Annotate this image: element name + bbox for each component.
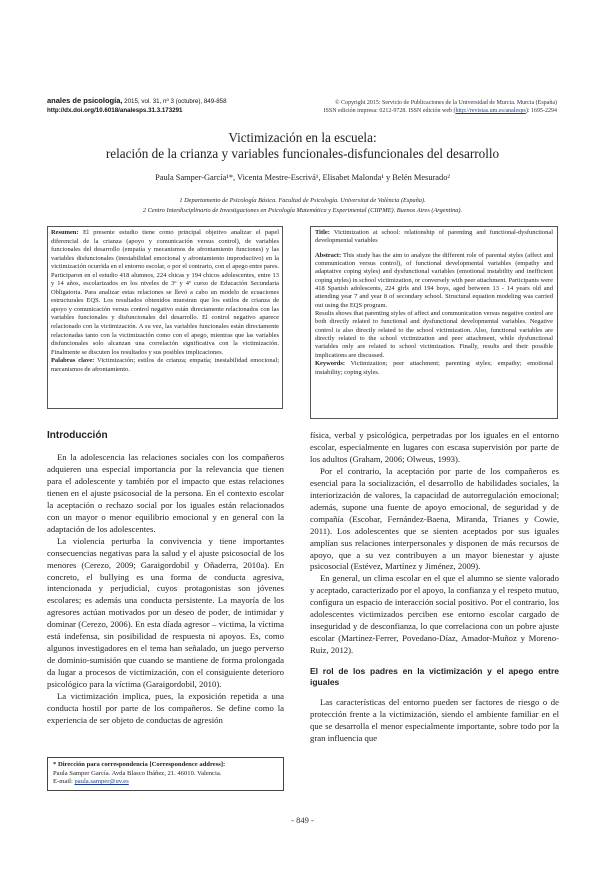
journal-header [47, 97, 227, 115]
title-en-label: Title: [315, 229, 330, 236]
correspondence-box [47, 757, 284, 791]
body-column-right [310, 430, 559, 745]
affiliation-1: 1 Departamento de Psicología Básica. Facultad de Psicología. Universitat de València (España). [179, 197, 426, 204]
abstract-text-2: Results shows that parenting styles of affect and communication versus negative control are both directly related to functional and dysfunctional developmental variables. Negative control is also directly related to the school victimization. Also, functional variables are directly related to the school victimization and peer attachment, while dysfunctional variables only are related to school victimization. Finally, results and their possible implications are discussed. [315, 310, 553, 359]
section-title-introduccion: Introducción [47, 430, 108, 441]
paragraph: La violencia perturba la convivencia y tiene importantes consecuencias negativas para la salud y el ajuste psicosocial de los menores (Cerezo, 2009; Garaigordobil y Oñaderra, 2010a). En concreto, el bullying es una forma de conducta agresiva, intencionada y perjudicial, cuyos protagonistas son jóvenes escolares; es además una conducta persistente. La mayoría de los agresores actúan motivados por un deseo de poder, de intimidar y dominar (Cerezo, 2006). En esta díada agresor – victima, la víctima está indefensa, sin posibilidad de respuesta ni apoyos. Es, como algunos investigadores en el tema han señalado, un juego perverso de dominio-sumisión que cuando se mantiene de forma prolongada da lugar a procesos de victimización, con el consiguiente deterioro psicológico para la víctima (Garaigordobil, 2010). [47, 535, 284, 690]
journal-url-link[interactable]: http://revistas.um.es/analesps [455, 108, 526, 114]
keywords-en-label: Keywords: [315, 360, 346, 368]
correspondence-email-line: E-mail: paula.samper@uv.es [53, 778, 129, 785]
title-line-1: Victimización en la escuela: [228, 130, 377, 145]
title-line-2: relación de la crianza y variables funcionales-disfuncionales del desarrollo [105, 146, 500, 161]
article-title [0, 130, 605, 162]
abstract-text: This study has the aim to analyze the different role of parental styles (affect and communication versus control), of functional developmental variables (empathy and adaptative coping styles) and dysfunctional variables (emotional instability and inefficient coping styles) in school victimization, or conversely with peer attachment. Participants were 418 Spanish adolescents, 224 girls and 194 boys, aged between 13 - 14 years old and attending year 7 and year 8 of secondary school. Structural equation modeling was carried out using the EQS program. [315, 251, 553, 309]
paragraph: Por el contrario, la aceptación por parte de los compañeros es esencial para la socialización, el desarrollo de habilidades sociales, la interiorización de valores, la capacidad de autorregulación emocional; además, supone una fuente de apoyo emocional, de seguridad y de compañía (Escobar, Fernández-Baena, Miranda, Trianes y Cowie, 2011). Los adolescentes que se sienten aceptados por sus iguales amplían sus relaciones interpersonales y disponen de más recursos de apoyo, que a su vez contribuyen a un mayor bienestar y ajuste psicosocial (Estévez, Martínez y Jiménez, 2009). [310, 465, 559, 572]
correspondence-label: * Dirección para correspondencia [Correspondence address]: [53, 761, 226, 768]
subsection-heading: El rol de los padres en la victimización y el apego entre iguales [310, 666, 559, 688]
affiliation-2: 2 Centro Interdisciplinario de Investigaciones en Psicología Matemática y Experimental (CIIPME). Buenos Aires (Argentina). [142, 206, 463, 214]
abstract-spanish [47, 226, 283, 409]
paragraph: En la adolescencia las relaciones sociales con los compañeros adquieren una especial importancia por la relevancia que tienen para el adolescente y también por el impacto que estas relaciones tienen en el ajuste psicosocial de la persona. En el contexto escolar la aceptación o rechazo social por los iguales están relacionados con un mayor o menor equilibrio emocional y en general con la adaptación de los adolescentes. [47, 452, 284, 534]
resumen-text: El presente estudio tiene como principal objetivo analizar el papel diferencial de la crianza (apoyo y comunicación versus control), de variables funcionales del desarrollo (empatía y mecanismos de afrontamiento funciones) y las variables disfuncionales (inestabilidad emocional y afrontamiento improductivo) en la victimización ocurrida en el entorno escolar, o por el contrario, con el apego entre pares. Participaron en el estudio 418 alumnos, 224 chicas y 194 chicos adolescentes, entre 13 y 14 años, escolarizados en los niveles de 3º y 4º curso de Educación Secundaria Obligatoria. Para analizar estas relaciones se llevó a cabo un modelo de ecuaciones estructurales EQS. Los resultados obtenidos muestran que los estilos de crianza de apoyo y comunicación versus control negativo están directamente relacionados con las variables funcionales y disfuncionales del desarrollo. El control negativo aparece relacionado con la victimización. A su vez, las variables funcionales están directamente relacionadas tanto con la victimización como con el apego, mientras que las variables disfuncionales solo alcanzan una correlación significativa con la victimización. Finalmente se discuten los resultados y sus posibles implicaciones. [51, 229, 279, 356]
resumen-label: Resumen: [51, 229, 79, 236]
correspondence-address: Paula Samper García. Avda Blasco Ibáñez, 21. 46010. Valencia. [53, 769, 222, 777]
email-link[interactable]: paula.samper@uv.es [74, 778, 129, 785]
paragraph: Las características del entorno pueden ser factores de riesgo o de protección frente a la victimización, siendo el ambiente familiar en el que se desarrolla el menor especialmente importante, sobre todo por la gran influencia que [310, 697, 559, 743]
abstract-label: Abstract: [315, 251, 342, 259]
copyright-text: © Copyright 2015: Servicio de Publicaciones de la Universidad de Murcia. Murcia (España) [335, 100, 557, 106]
issn-text: ISSN edición impresa: 0212-9728. ISSN edición web (http://revistas.um.es/analesps): 1695-2294 [323, 108, 557, 114]
keywords-en: Victimization; peer attachment; parenting styles; empathy; emotional instability; coping styles. [315, 360, 553, 376]
keywords-es-label: Palabras clave: [51, 357, 95, 365]
journal-name: anales de psicología, [47, 96, 123, 105]
author-list: Paula Samper-García¹*, Vicenta Mestre-Escrivá¹, Elisabet Malonda¹ y Belén Mesurado² [155, 173, 450, 182]
paragraph: La victimización implica, pues, la exposición repetida a una conducta hostil por parte de los compañeros. Se define como la experiencia de ser objeto de conductas de agresión [47, 691, 284, 725]
page-number: - 849 - [291, 815, 314, 825]
doi-link[interactable]: http://dx.doi.org/10.6018/analesps.31.3.173291 [47, 106, 183, 114]
body-column-left [47, 452, 284, 727]
title-en: Victimization at school: relationship of parenting and functional-dysfunctional developmental variables [315, 229, 553, 245]
copyright-header [277, 99, 557, 115]
paragraph: En general, un clima escolar en el que el alumno se siente valorado y aceptado, caracterizado por el apoyo, la confianza y el respeto mutuo, configura un espacio de interacción social positivo. Por el contrario, los adolescentes victimizados perciben ese entorno escolar cargado de inseguridad y de desconfianza, lo que correlaciona con un pobre ajuste escolar (Martínez-Ferrer, Povedano-Díaz, Amador-Muñoz y Moreno-Ruiz, 2012). [310, 573, 559, 656]
keywords-es: Victimización; estilos de crianza; empatía; inestabilidad emocional; mecanismos de afrontamiento. [51, 357, 280, 373]
affiliations [0, 196, 605, 215]
journal-citation: 2015, vol. 31, nº 3 (octubre), 849-858 [122, 98, 227, 105]
paragraph: física, verbal y psicológica, perpetradas por los iguales en el entorno escolar, especialmente en lugares con escasa supervisión por parte de los adultos (Graham, 2006; Olweus, 1993). [310, 430, 559, 464]
abstract-english [310, 226, 558, 419]
